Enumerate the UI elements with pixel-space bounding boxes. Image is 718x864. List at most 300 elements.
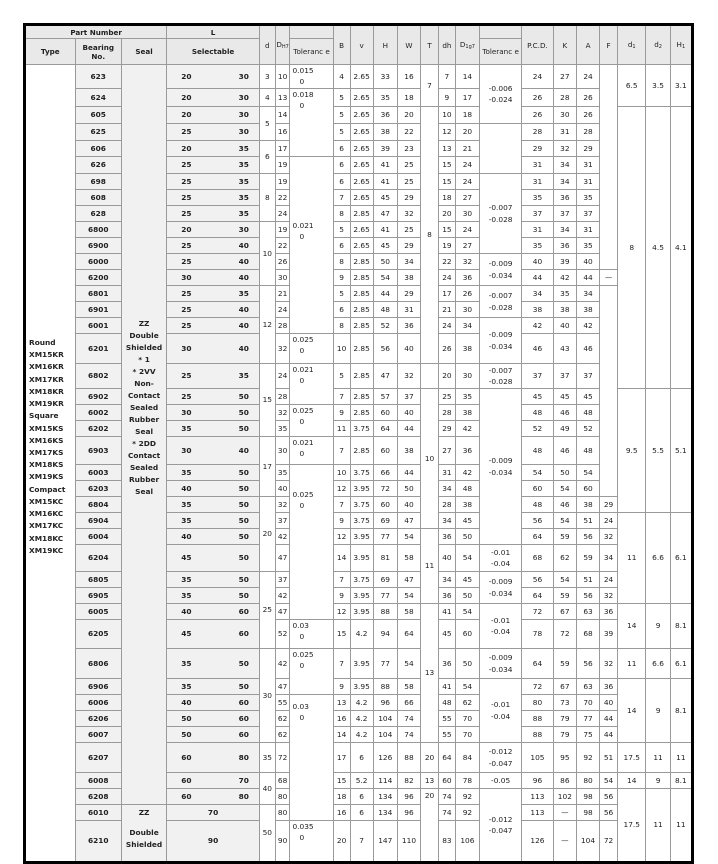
tolerance-cell: [290, 334, 333, 364]
W-value: 32: [397, 206, 420, 222]
A-value: 35: [576, 190, 599, 206]
W-value: 36: [397, 318, 420, 334]
B-value: 6: [333, 174, 350, 190]
bearing-no: 6003: [75, 465, 121, 481]
pcd-value: 113: [522, 805, 554, 821]
D1-value: 38: [455, 497, 479, 513]
tolerance2-lower: -0.028: [488, 302, 513, 312]
pcd-value: 37: [522, 364, 554, 389]
l-range: [167, 659, 259, 668]
B-value: 6: [333, 238, 350, 254]
F-value: 54: [600, 773, 618, 789]
dh-value: 17: [438, 286, 455, 302]
H-value: 47: [373, 364, 397, 389]
A-value: 54: [576, 465, 599, 481]
pcd-value: 31: [522, 174, 554, 190]
A-value: 51: [576, 572, 599, 588]
d1-value: 14: [618, 679, 646, 743]
tolerance-upper: 0.035: [292, 822, 314, 831]
d-value: 20: [259, 497, 275, 572]
W-value: 32: [397, 364, 420, 389]
type-line: XM16KC: [29, 509, 64, 519]
A-value: 46: [576, 334, 599, 364]
H-value: 45: [373, 238, 397, 254]
pcd-value: 105: [522, 743, 554, 773]
B-value: 12: [333, 481, 350, 497]
l-selectable: [167, 679, 260, 695]
header-type: Type: [25, 39, 76, 65]
B-value: 5: [333, 286, 350, 302]
l-min: 35: [181, 681, 192, 691]
l-selectable: [167, 529, 260, 545]
l-range: [167, 516, 259, 525]
D1-value: 84: [455, 743, 479, 773]
l-range: [167, 371, 259, 380]
bearing-no: 606: [75, 141, 121, 157]
B-value: 6: [333, 302, 350, 318]
l-max: 40: [238, 256, 249, 266]
type-line: XM15KC: [29, 496, 64, 506]
D-value: 30: [275, 270, 290, 286]
D1-value: 30: [455, 206, 479, 222]
W-value: 38: [397, 437, 420, 465]
pcd-value: 72: [522, 679, 554, 695]
D-value: 24: [275, 302, 290, 318]
bearing-no: 698: [75, 174, 121, 190]
F-value: 56: [600, 805, 618, 821]
K-value: 86: [553, 773, 576, 789]
l-selectable: [167, 270, 260, 286]
H1-value: 5.1: [670, 389, 692, 513]
W-value: 54: [397, 529, 420, 545]
l-selectable: [167, 711, 260, 727]
dh-value: 24: [438, 318, 455, 334]
H-value: 88: [373, 679, 397, 695]
type-line: XM18KS: [29, 460, 64, 470]
tolerance2-upper: -0.009: [488, 577, 513, 587]
seal-line: Rubber: [128, 414, 160, 424]
bearing-no: 6902: [75, 389, 121, 405]
W-value: 25: [397, 157, 420, 174]
F-value: 24: [600, 513, 618, 529]
header-T: T: [421, 25, 439, 65]
dh-value: 48: [438, 695, 455, 711]
K-value: 49: [553, 421, 576, 437]
K-value: 31: [553, 124, 576, 141]
d-value: 15: [259, 364, 275, 437]
bearing-no: 6200: [75, 270, 121, 286]
l-range: [167, 532, 259, 541]
A-value: 35: [576, 238, 599, 254]
H1-value: 4.1: [670, 107, 692, 389]
W-value: 74: [397, 711, 420, 727]
D-value: 32: [275, 405, 290, 421]
l-selectable: [167, 286, 260, 302]
l-selectable: [167, 124, 260, 141]
l-min: 60: [181, 752, 192, 762]
pcd-value: 96: [522, 773, 554, 789]
header-part-number: Part Number: [25, 25, 167, 39]
seal-line: * 2VV: [132, 366, 156, 376]
K-value: 40: [553, 318, 576, 334]
v-value: 4.2: [350, 727, 373, 743]
dh-value: 41: [438, 604, 455, 620]
l-selectable: [167, 588, 260, 604]
dh-value: 7: [438, 65, 455, 89]
l-min: 60: [181, 791, 192, 801]
A-value: 37: [576, 364, 599, 389]
seal-line: Double: [129, 828, 159, 837]
F-value: [600, 286, 618, 497]
l-max: 50: [238, 515, 249, 525]
v-value: 2.65: [350, 190, 373, 206]
tolerance-cell: [290, 65, 333, 89]
bearing-no: 6004: [75, 529, 121, 545]
A-value: 52: [576, 421, 599, 437]
tolerance-upper: 0.018: [292, 90, 314, 99]
A-value: 38: [576, 497, 599, 513]
B-value: 4: [333, 65, 350, 89]
header-d1: [618, 25, 646, 65]
B-value: 9: [333, 588, 350, 604]
H-value: 114: [373, 773, 397, 789]
dh-value: 20: [438, 206, 455, 222]
bearing-no: 6801: [75, 286, 121, 302]
dh-value: 22: [438, 254, 455, 270]
tolerance2-upper: -0.007: [488, 291, 513, 301]
B-value: 9: [333, 405, 350, 421]
v-value: 2.65: [350, 238, 373, 254]
v-value: 3.95: [350, 604, 373, 620]
l-max: 40: [238, 343, 249, 353]
type-line: Round: [29, 338, 56, 347]
table-body: [25, 65, 693, 863]
dh-value: 36: [438, 588, 455, 604]
dh-value: 25: [438, 389, 455, 405]
T-value: 8: [421, 107, 439, 364]
K-value: 46: [553, 405, 576, 421]
l-min: 25: [181, 192, 192, 202]
l-range: [167, 500, 259, 509]
header-K: K: [553, 25, 576, 65]
A-value: 28: [576, 124, 599, 141]
dh-value: 12: [438, 124, 455, 141]
l-max: 50: [238, 590, 249, 600]
l-max: 40: [238, 240, 249, 250]
tolerance-lower: 0: [299, 417, 305, 427]
D-value: 24: [275, 364, 290, 389]
D-value: 47: [275, 545, 290, 572]
tolerance2-lower: -0.024: [488, 95, 513, 104]
l-selectable: [167, 695, 260, 711]
K-value: 34: [553, 157, 576, 174]
D1-value: 42: [455, 465, 479, 481]
tolerance2-cell: [480, 174, 522, 254]
D1-value: 42: [455, 421, 479, 437]
tolerance-upper: 0.021: [292, 221, 314, 230]
dh-value: 13: [438, 141, 455, 157]
l-min: 25: [181, 240, 192, 250]
type-line: XM16KS: [29, 435, 64, 445]
header-L: L: [167, 25, 260, 39]
tolerance-cell: [290, 89, 333, 157]
tolerance-cell: [290, 437, 333, 465]
B-value: 7: [333, 437, 350, 465]
d-value: 4: [259, 89, 275, 107]
D1-value: 54: [455, 679, 479, 695]
tolerance2-lower: -0.028: [488, 214, 513, 224]
bearing-no: 608: [75, 190, 121, 206]
bearing-no: 628: [75, 206, 121, 222]
type-line: XM19KC: [29, 545, 64, 555]
W-value: 29: [397, 190, 420, 206]
seal-line: * 1: [138, 354, 150, 364]
header-dh: dh: [438, 25, 455, 65]
d2-value: 5.5: [646, 389, 670, 513]
l-max: 35: [238, 192, 249, 202]
B-value: 6: [333, 157, 350, 174]
l-min: 40: [181, 483, 192, 493]
l-min: 20: [181, 71, 192, 81]
bearing-spec-table: [23, 23, 694, 864]
A-value: 77: [576, 711, 599, 727]
D1-value: 50: [455, 649, 479, 679]
D-value: 13: [275, 89, 290, 107]
K-value: 54: [553, 572, 576, 588]
header-A: A: [576, 25, 599, 65]
F-value: —: [600, 270, 618, 286]
tolerance2-cell: [480, 254, 522, 286]
pcd-value: 80: [522, 695, 554, 711]
F-value: 44: [600, 711, 618, 727]
K-value: 42: [553, 270, 576, 286]
type-line: XM19KS: [29, 472, 64, 482]
v-value: 2.65: [350, 141, 373, 157]
header-H1-text: H: [676, 39, 682, 49]
A-value: 98: [576, 789, 599, 805]
d1-value: 11: [618, 649, 646, 679]
d-value: 35: [259, 743, 275, 773]
D-value: 32: [275, 497, 290, 513]
l-range: [167, 110, 259, 119]
W-value: 31: [397, 302, 420, 318]
l-selectable: [167, 302, 260, 318]
tolerance-lower: 0: [299, 77, 305, 87]
seal-line: Contact: [127, 390, 161, 400]
dh-value: 28: [438, 405, 455, 421]
dh-value: 34: [438, 572, 455, 588]
D1-value: 78: [455, 773, 479, 789]
A-value: 68: [576, 620, 599, 649]
dh-value: 15: [438, 174, 455, 190]
B-value: 7: [333, 389, 350, 405]
dh-value: 36: [438, 649, 455, 679]
v-value: 4.2: [350, 620, 373, 649]
l-selectable: [167, 65, 260, 89]
A-value: 80: [576, 773, 599, 789]
K-value: —: [553, 805, 576, 821]
T-value: 11: [421, 529, 439, 604]
l-max: 40: [238, 445, 249, 455]
W-value: 29: [397, 286, 420, 302]
tolerance2-cell: [480, 124, 522, 174]
H-value: 126: [373, 743, 397, 773]
D-value: 10: [275, 65, 290, 89]
l-min: 25: [181, 320, 192, 330]
l-range: [167, 144, 259, 153]
l-min: 20: [181, 224, 192, 234]
l-range: [167, 241, 259, 250]
A-value: 26: [576, 89, 599, 107]
header-d2: [646, 25, 670, 65]
header-D1-text: D: [459, 39, 466, 49]
pcd-value: 64: [522, 649, 554, 679]
dh-value: 18: [438, 190, 455, 206]
H-value: 39: [373, 141, 397, 157]
d-value: 3: [259, 65, 275, 89]
d-value: 5: [259, 107, 275, 141]
K-value: 50: [553, 465, 576, 481]
K-value: 35: [553, 286, 576, 302]
bearing-no: 6903: [75, 437, 121, 465]
tolerance2-cell: [480, 364, 522, 389]
K-value: 37: [553, 206, 576, 222]
H1-value: 6.1: [670, 513, 692, 604]
dh-value: 19: [438, 238, 455, 254]
l-max: 50: [238, 483, 249, 493]
dh-value: 60: [438, 773, 455, 789]
l-range: [167, 468, 259, 477]
l-max: 30: [238, 92, 249, 102]
tolerance-cell: [290, 405, 333, 437]
tolerance2-upper: -0.006: [488, 83, 513, 93]
l-selectable: [167, 481, 260, 497]
l-range: [167, 273, 259, 282]
D-value: 32: [275, 334, 290, 364]
v-value: 6: [350, 805, 373, 821]
header-W: W: [397, 25, 420, 65]
l-selectable: [167, 254, 260, 270]
D1-value: 24: [455, 222, 479, 238]
tolerance2-cell: [480, 389, 522, 545]
bearing-no: 626: [75, 157, 121, 174]
l-max: 50: [238, 391, 249, 401]
H-value: 50: [373, 254, 397, 270]
D1-value: 92: [455, 789, 479, 805]
A-value: 40: [576, 254, 599, 270]
H-value: 47: [373, 206, 397, 222]
T-value: 13: [421, 604, 439, 743]
d2-value: 11: [646, 743, 670, 773]
B-value: 18: [333, 789, 350, 805]
W-value: 54: [397, 588, 420, 604]
F-value: 32: [600, 588, 618, 604]
pcd-value: 29: [522, 141, 554, 157]
d2-value: 11: [646, 789, 670, 863]
d2-value: 9: [646, 604, 670, 649]
A-value: 63: [576, 604, 599, 620]
pcd-value: 72: [522, 604, 554, 620]
A-value: 45: [576, 389, 599, 405]
header-D1-sub: 1g7: [465, 43, 475, 50]
l-selectable: [167, 364, 260, 389]
D1-value: 36: [455, 437, 479, 465]
A-value: 51: [576, 513, 599, 529]
B-value: 15: [333, 773, 350, 789]
l-selectable: [167, 513, 260, 529]
dh-value: 64: [438, 743, 455, 773]
d2-value: 6.6: [646, 649, 670, 679]
l-selectable: [167, 572, 260, 588]
seal-line: Shielded: [125, 342, 163, 352]
l-value: 90: [207, 836, 219, 846]
l-selectable: [167, 465, 260, 481]
l-min: 30: [181, 272, 192, 282]
d2-value: 6.6: [646, 513, 670, 604]
W-value: 25: [397, 174, 420, 190]
header-B: B: [333, 25, 350, 65]
tolerance2-cell: [480, 318, 522, 364]
l-min: 25: [181, 160, 192, 170]
l-selectable: [167, 773, 260, 789]
A-value: 31: [576, 157, 599, 174]
l-max: 50: [238, 658, 249, 668]
H-value: 44: [373, 286, 397, 302]
l-selectable: [167, 222, 260, 238]
K-value: 45: [553, 389, 576, 405]
v-value: 2.65: [350, 65, 373, 89]
header-D: [275, 25, 290, 65]
d2-value: 9: [646, 679, 670, 743]
A-value: 24: [576, 65, 599, 89]
l-range: [167, 72, 259, 81]
tolerance-upper: 0.021: [292, 438, 314, 447]
l-max: 35: [238, 143, 249, 153]
W-value: 37: [397, 389, 420, 405]
W-value: 50: [397, 481, 420, 497]
pcd-value: 45: [522, 389, 554, 405]
K-value: 34: [553, 174, 576, 190]
K-value: 36: [553, 238, 576, 254]
H-value: 38: [373, 124, 397, 141]
bearing-no: 6802: [75, 364, 121, 389]
type-cell: [25, 65, 76, 863]
D1-value: 17: [455, 89, 479, 107]
T-value: [421, 364, 439, 389]
l-max: 50: [238, 531, 249, 541]
d1-value: 8: [618, 107, 646, 389]
D-value: 40: [275, 481, 290, 497]
W-value: 74: [397, 727, 420, 743]
F-value: 34: [600, 545, 618, 572]
D1-value: 30: [455, 302, 479, 318]
l-min: 30: [181, 445, 192, 455]
l-max: 60: [238, 606, 249, 616]
seal-line: * 2DD: [132, 438, 156, 448]
bearing-no: 6001: [75, 318, 121, 334]
header-pcd: P.C.D.: [522, 25, 554, 65]
H-value: 41: [373, 222, 397, 238]
F-value: 32: [600, 529, 618, 545]
bearing-no: 6800: [75, 222, 121, 238]
tolerance-lower: 0: [299, 713, 305, 723]
H-value: 41: [373, 157, 397, 174]
B-value: 9: [333, 679, 350, 695]
tolerance2-lower: -0.034: [488, 270, 513, 280]
header-F: F: [600, 25, 618, 65]
l-selectable: [167, 89, 260, 107]
H-value: 66: [373, 465, 397, 481]
